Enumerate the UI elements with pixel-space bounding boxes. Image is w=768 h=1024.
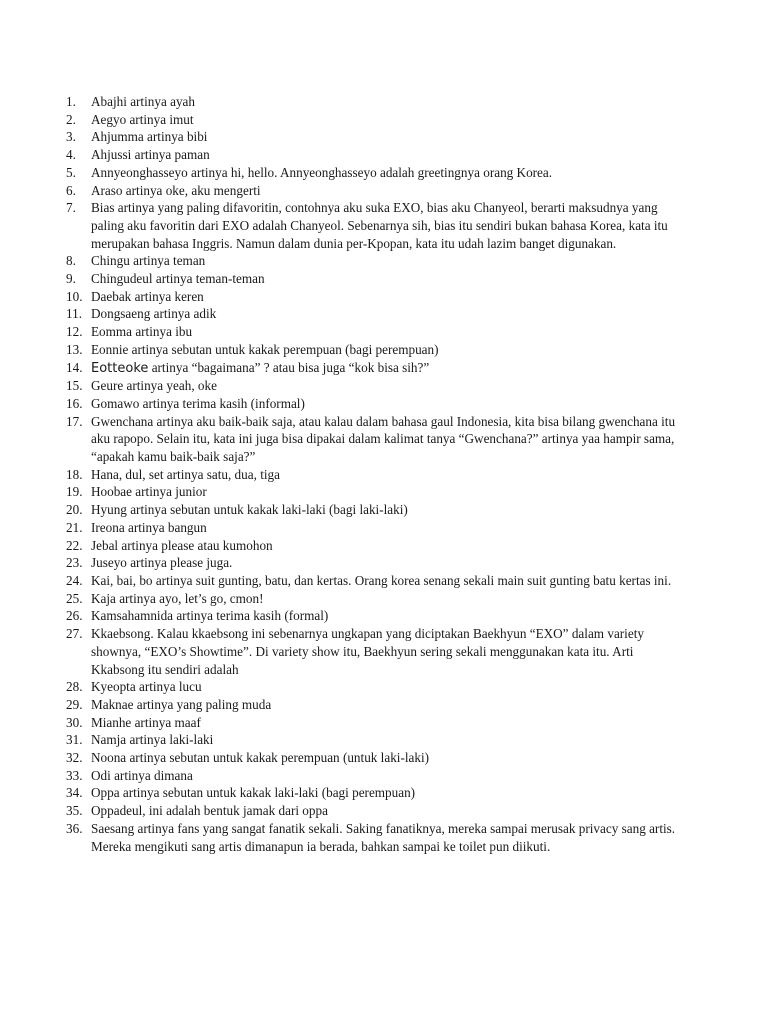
item-text: Oppa artinya sebutan untuk kakak laki-laki (bagi perempuan) — [91, 785, 416, 801]
item-number: 9. — [66, 271, 76, 287]
item-number: 12. — [66, 324, 83, 340]
item-number: 1. — [66, 94, 76, 109]
item-number: 23. — [66, 555, 83, 571]
list-item — [66, 182, 676, 200]
item-number: 4. — [66, 147, 76, 163]
item-text: Chingu artinya teman — [91, 253, 206, 269]
list-item — [66, 288, 676, 306]
list-item — [66, 767, 676, 785]
item-number: 21. — [66, 519, 83, 535]
list-item — [66, 466, 676, 484]
item-number: 17. — [66, 413, 83, 429]
list-item — [66, 590, 676, 608]
item-number: 2. — [66, 111, 76, 127]
item-number: 28. — [66, 679, 83, 695]
item-text: Oppadeul, ini adalah bentuk jamak dari oppa — [91, 803, 328, 819]
item-text: Eonnie artinya sebutan untuk kakak perempuan (bagi perempuan) — [91, 341, 439, 357]
item-text: Bias artinya yang paling difavoritin, contohnya aku suka EXO, bias aku Chanyeol, berarti maksudnya yang paling aku favoritin dari EXO adalah Chanyeol. Sebenarnya sih, bias itu sendiri bukan bahasa Korea, kata itu merupakan bahasa Inggris. Namun dalam dunia per-Kpopan, kata itu udah lazim banget digunakan. — [91, 200, 668, 251]
item-text: Mianhe artinya maaf — [91, 714, 201, 730]
item-number: 3. — [66, 129, 76, 145]
item-number: 27. — [66, 626, 83, 642]
list-item — [66, 413, 676, 466]
item-number: 26. — [66, 608, 83, 624]
item-number: 36. — [66, 820, 83, 836]
item-number: 5. — [66, 164, 76, 180]
list-item — [66, 625, 676, 678]
list-item — [66, 270, 676, 288]
item-text: Hana, dul, set artinya satu, dua, tiga — [91, 466, 280, 482]
list-item — [66, 323, 676, 341]
item-text — [91, 359, 676, 378]
item-text: Kaja artinya ayo, let’s go, cmon! — [91, 590, 264, 606]
list-item — [66, 146, 676, 164]
list-item — [66, 199, 676, 252]
list-item — [66, 802, 676, 820]
list-item — [66, 164, 676, 182]
item-text: Gomawo artinya terima kasih (informal) — [91, 395, 305, 411]
item-text: Namja artinya laki-laki — [91, 732, 214, 748]
item-text: Odi artinya dimana — [91, 767, 193, 783]
item-text: Annyeonghasseyo artinya hi, hello. Annyeonghasseyo adalah greetingnya orang Korea. — [91, 164, 553, 180]
list-item — [66, 554, 676, 572]
item-number: 11. — [66, 306, 82, 322]
list-item — [66, 359, 676, 378]
vocabulary-list — [66, 93, 676, 855]
item-definition: artinya “bagaimana” ? atau bisa juga “kok bisa sih?” — [148, 359, 430, 375]
item-text: Gwenchana artinya aku baik-baik saja, atau kalau dalam bahasa gaul Indonesia, kita bisa bilang gwenchana itu aku rapopo. Selain itu, kata ini juga bisa dipakai dalam kalimat tanya “Gwenchana?” artinya yaa hampir sama, “apakah kamu baik-baik saja?” — [91, 413, 676, 465]
item-number: 16. — [66, 395, 83, 411]
item-text: Noona artinya sebutan untuk kakak perempuan (untuk laki-laki) — [91, 750, 430, 766]
item-number: 19. — [66, 484, 83, 500]
list-item — [66, 607, 676, 625]
item-number: 31. — [66, 732, 83, 748]
list-item — [66, 749, 676, 767]
item-text: Chingudeul artinya teman-teman — [91, 271, 265, 287]
list-item — [66, 820, 676, 855]
item-number: 32. — [66, 750, 83, 766]
list-item — [66, 678, 676, 696]
item-text: Ireona artinya bangun — [91, 519, 207, 535]
item-text: Ahjussi artinya paman — [91, 147, 210, 163]
item-number: 25. — [66, 590, 83, 606]
item-number: 8. — [66, 253, 76, 269]
item-text: Kai, bai, bo artinya suit gunting, batu, dan kertas. Orang korea senang sekali main suit gunting batu kertas ini. — [91, 572, 672, 588]
item-number: 18. — [66, 466, 83, 482]
item-text: Kkaebsong. Kalau kkaebsong ini sebenarnya ungkapan yang diciptakan Baekhyun “EXO” dalam variety shownya, “EXO’s Showtime”. Di variety show itu, Baekhyun sering sekali menggunakan kata itu. Arti Kkabsong itu sendiri adalah — [91, 626, 644, 677]
list-item — [66, 572, 676, 590]
item-text: Ahjumma artinya bibi — [91, 129, 208, 145]
item-text: Kyeopta artinya lucu — [91, 679, 202, 695]
list-item — [66, 784, 676, 802]
item-text: Abajhi artinya ayah — [91, 94, 195, 109]
item-text: Maknae artinya yang paling muda — [91, 696, 272, 712]
item-number: 22. — [66, 537, 83, 553]
item-number: 7. — [66, 200, 76, 216]
item-text: Juseyo artinya please juga. — [91, 555, 233, 571]
item-number: 15. — [66, 378, 83, 394]
list-item — [66, 128, 676, 146]
item-number: 33. — [66, 767, 83, 783]
item-number: 30. — [66, 714, 83, 730]
list-item — [66, 483, 676, 501]
item-term: Eotteoke — [91, 360, 149, 376]
item-number: 34. — [66, 785, 83, 801]
item-number: 20. — [66, 502, 83, 518]
item-text: Hyung artinya sebutan untuk kakak laki-laki (bagi laki-laki) — [91, 502, 408, 518]
list-item — [66, 714, 676, 732]
list-item — [66, 537, 676, 555]
item-text: Eomma artinya ibu — [91, 324, 193, 340]
item-text: Daebak artinya keren — [91, 288, 204, 304]
item-number: 13. — [66, 341, 83, 357]
list-item — [66, 395, 676, 413]
list-item — [66, 377, 676, 395]
list-item — [66, 731, 676, 749]
item-text: Jebal artinya please atau kumohon — [91, 537, 273, 553]
list-item — [66, 111, 676, 129]
list-item — [66, 252, 676, 270]
item-number: 6. — [66, 182, 76, 198]
item-text: Aegyo artinya imut — [91, 111, 194, 127]
item-number: 35. — [66, 803, 83, 819]
item-number: 10. — [66, 288, 83, 304]
list-item — [66, 696, 676, 714]
list-item — [66, 519, 676, 537]
item-number: 14. — [66, 359, 83, 375]
item-text: Araso artinya oke, aku mengerti — [91, 182, 261, 198]
item-number: 29. — [66, 696, 83, 712]
item-text: Hoobae artinya junior — [91, 484, 207, 500]
item-text: Geure artinya yeah, oke — [91, 378, 217, 394]
item-number: 24. — [66, 572, 83, 588]
item-text: Dongsaeng artinya adik — [91, 306, 217, 322]
list-item — [66, 341, 676, 359]
list-item — [66, 93, 676, 111]
list-item — [66, 305, 676, 323]
list-item — [66, 501, 676, 519]
item-text: Saesang artinya fans yang sangat fanatik sekali. Saking fanatiknya, mereka sampai merusak privacy sang artis. Mereka mengikuti sang artis dimanapun ia berada, bahkan sampai ke toilet pun diikuti. — [91, 820, 676, 854]
item-text: Kamsahamnida artinya terima kasih (formal) — [91, 608, 329, 624]
